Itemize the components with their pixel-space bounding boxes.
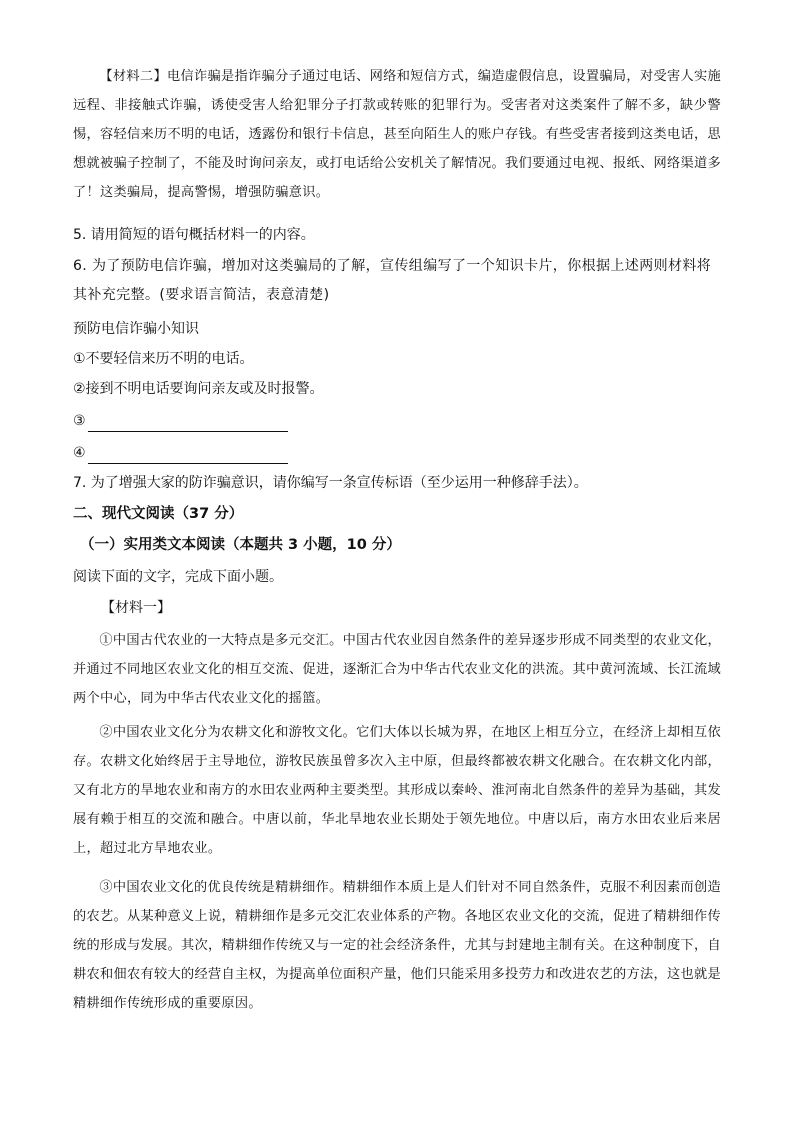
answer-blank-4[interactable] [88, 449, 288, 464]
material-one-paragraph-3: ③中国农业文化的优良传统是精耕细作。精耕细作本质上是人们针对不同自然条件，克服不利因素而创造的农艺。从某种意义上说，精耕细作是多元交汇农业体系的产物。各地区农业文化的交流，促进了精耕细作传统的形成与发展。其次，精耕细作传统又与一定的社会经济条件，尤其与封建地主制有关。在这种制度下，自耕农和佃农有较大的经营自主权，为提高单位面积产量，他们只能采用多投劳力和改进农艺的方法，这也就是精耕细作传统形成的重要原因。 [73, 880, 721, 1011]
card-item-4 [73, 442, 288, 464]
answer-blank-3[interactable] [88, 417, 288, 432]
material-one-paragraph-2: ②中国农业文化分为农耕文化和游牧文化。它们大体以长城为界，在地区上相互分立，在经济上却相互依存。农耕文化始终居于主导地位，游牧民族虽曾多次入主中原，但最终都被农耕文化融合。在农耕文化内部，又有北方的旱地农业和南方的水田农业两种主要类型。其形成以秦岭、淮河南北自然条件的差异为基础，其发展有赖于相互的交流和融合。中唐以前，华北旱地农业长期处于领先地位。中唐以后，南方水田农业后来居上，超过北方旱地农业。 [73, 725, 721, 856]
card-item-1: ①不要轻信来历不明的电话。 [73, 351, 254, 367]
material-one-label: 【材料一】 [101, 600, 171, 616]
material-one-paragraph-1: ①中国古代农业的一大特点是多元交汇。中国古代农业因自然条件的差异逐步形成不同类型的农业文化，并通过不同地区农业文化的相互交流、促进，逐渐汇合为中华古代农业文化的洪流。其中黄河流域、长江流域两个中心，同为中华古代农业文化的摇篮。 [73, 633, 721, 706]
card-item-3 [73, 410, 288, 432]
question-5: 5. 请用简短的语句概括材料一的内容。 [73, 227, 315, 243]
subsection-1-heading: （一）实用类文本阅读（本题共 3 小题，10 分） [80, 537, 401, 553]
card-item-3-marker: ③ [73, 413, 86, 429]
card-item-2: ②接到不明电话要询问亲友或及时报警。 [73, 381, 324, 397]
question-7: 7. 为了增强大家的防诈骗意识，请你编写一条宣传标语（至少运用一种修辞手法）。 [73, 475, 588, 491]
material-two-paragraph: 【材料二】电信诈骗是指诈骗分子通过电话、网络和短信方式，编造虚假信息，设置骗局，对受害人实施远程、非接触式诈骗，诱使受害人给犯罪分子打款或转账的犯罪行为。受害者对这类案件了解不多，缺少警惕，容轻信来历不明的电话，透露份和银行卡信息，甚至向陌生人的账户存钱。有些受害者接到这类电话，思想就被骗子控制了，不能及时询问亲友，或打电话给公安机关了解情况。我们要通过电视、报纸、网络渠道多了！这类骗局，提高警惕，增强防骗意识。 [73, 69, 721, 200]
section-2-heading: 二、现代文阅读（37 分） [73, 506, 244, 522]
card-item-4-marker: ④ [73, 445, 86, 461]
card-title: 预防电信诈骗小知识 [73, 321, 199, 337]
instruction-text: 阅读下面的文字，完成下面小题。 [73, 569, 283, 585]
question-6: 6. 为了预防电信诈骗，增加对这类骗局的了解，宣传组编写了一个知识卡片，你根据上述两则材料将其补充完整。(要求语言简洁，表意清楚) [73, 258, 712, 303]
